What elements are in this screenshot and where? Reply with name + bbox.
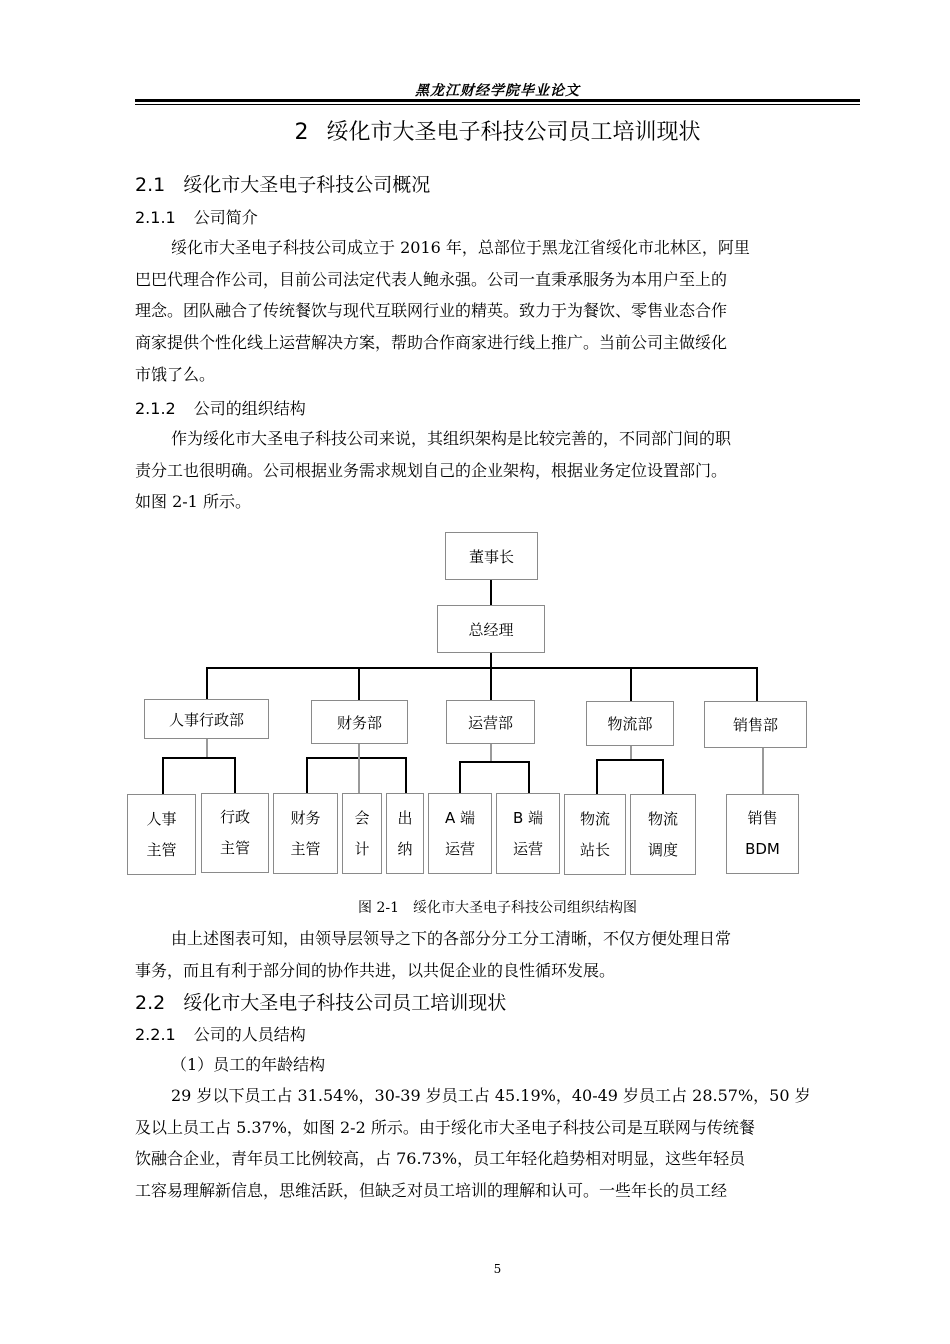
connector-dept-hr <box>206 667 208 699</box>
connector-logistics-role2 <box>662 759 664 794</box>
connector-hr-role1 <box>162 757 164 794</box>
connector-logistics-role1 <box>596 759 598 794</box>
box-dept-finance: 财务部 <box>311 700 408 744</box>
box-role-logistics-station-head: 物流 站长 <box>564 794 626 875</box>
box-role-a-side-operations: A 端 运营 <box>428 793 492 874</box>
connector-ops-role1 <box>459 761 461 793</box>
header-rule-thin <box>135 104 860 105</box>
connector-finance-role3 <box>405 757 407 793</box>
paragraph-age-structure: 29 岁以下员工占 31.54%，30-39 岁员工占 45.19%，40-49 岁员工占 28.57%，50 岁 及以上员工占 5.37%，如图 2-2 所示。由于绥化市大圣电子科技公司是互联网与传统餐 饮融合企业，青年员工比例较高，占 76.73%，员工年轻化趋势相对明显，这些年轻员 工容易理解新信息，思维活跃，但缺乏对员工培训的理解和认可。一些年长的员工经 <box>135 1086 811 1201</box>
connector-dept-ops <box>490 667 492 700</box>
box-role-hr-manager: 人事 主管 <box>127 794 196 875</box>
section-heading-2-2: 2.2 绥化市大圣电子科技公司员工培训现状 <box>135 992 507 1014</box>
box-role-cashier: 出 纳 <box>386 793 424 874</box>
box-dept-hr-admin: 人事行政部 <box>144 699 269 739</box>
box-role-admin-manager: 行政 主管 <box>201 793 269 873</box>
bus-logistics <box>596 759 664 761</box>
paragraph-org-structure: 作为绥化市大圣电子科技公司来说，其组织架构是比较完善的，不同部门间的职 责分工也很明确。公司根据业务需求规划自己的企业架构，根据业务定位设置部门。 如图 2-1 所示。 <box>135 429 732 512</box>
connector-ops-down <box>490 744 492 762</box>
box-role-sales-bdm: 销售 BDM <box>726 794 799 874</box>
bus-ops <box>459 761 530 763</box>
sub-item-age-structure: （1）员工的年龄结构 <box>171 1055 326 1074</box>
connector-ops-role2 <box>528 761 530 793</box>
figure-caption: 图 2-1 绥化市大圣电子科技公司组织结构图 <box>358 900 637 916</box>
box-dept-logistics: 物流部 <box>586 701 674 746</box>
section-heading-2-1-2: 2.1.2 公司的组织结构 <box>135 399 306 418</box>
department-bus <box>206 667 757 669</box>
connector-sales-down <box>762 748 764 794</box>
section-heading-2-1: 2.1 绥化市大圣电子科技公司概况 <box>135 174 431 196</box>
box-role-finance-manager: 财务 主管 <box>273 793 338 874</box>
chapter-title-text: 绥化市大圣电子科技公司员工培训现状 <box>326 120 701 145</box>
box-role-logistics-dispatch: 物流 调度 <box>630 794 696 875</box>
section-heading-2-2-1: 2.2.1 公司的人员结构 <box>135 1025 306 1044</box>
connector-chairman-gm <box>490 580 492 605</box>
running-header: 黑龙江财经学院毕业论文 <box>415 83 580 99</box>
box-chairman: 董事长 <box>445 532 538 580</box>
box-dept-sales: 销售部 <box>704 701 807 748</box>
bus-finance <box>306 757 406 759</box>
chapter-title <box>135 115 860 146</box>
connector-dept-sales <box>756 667 758 701</box>
connector-finance-role2 <box>358 757 360 793</box>
paragraph-chart-conclusion: 由上述图表可知，由领导层领导之下的各部分分工分工清晰，不仅方便处理日常 事务，而且有利于部分间的协作共进，以共促企业的良性循环发展。 <box>135 929 732 980</box>
header-rule-thick <box>135 99 860 102</box>
connector-dept-logistics <box>630 667 632 701</box>
chapter-number: 2 <box>294 120 309 145</box>
page-number: 5 <box>493 1262 502 1276</box>
paragraph-company-intro: 绥化市大圣电子科技公司成立于 2016 年，总部位于黑龙江省绥化市北林区，阿里 巴巴代理合作公司，目前公司法定代表人鲍永强。公司一直秉承服务为本用户至上的 理念。团队融合了传统餐饮与现代互联网行业的精英。致力于为餐饮、零售业态合作 商家提供个性化线上运营解决方案，帮助合作商家进行线上推广。当前公司主做绥化 市饿了么。 <box>135 238 750 384</box>
connector-logistics-down <box>630 746 632 759</box>
connector-finance-down <box>358 744 360 758</box>
box-role-accountant: 会 计 <box>342 793 382 874</box>
section-heading-2-1-1: 2.1.1 公司简介 <box>135 208 258 227</box>
connector-dept-finance <box>358 667 360 700</box>
box-role-b-side-operations: B 端 运营 <box>496 793 560 874</box>
connector-gm-bus <box>490 653 492 668</box>
bus-hr <box>162 757 236 759</box>
connector-hr-down <box>206 739 208 757</box>
connector-hr-role2 <box>234 757 236 793</box>
connector-finance-role1 <box>306 757 308 793</box>
box-general-manager: 总经理 <box>437 605 545 653</box>
box-dept-operations: 运营部 <box>446 700 535 744</box>
